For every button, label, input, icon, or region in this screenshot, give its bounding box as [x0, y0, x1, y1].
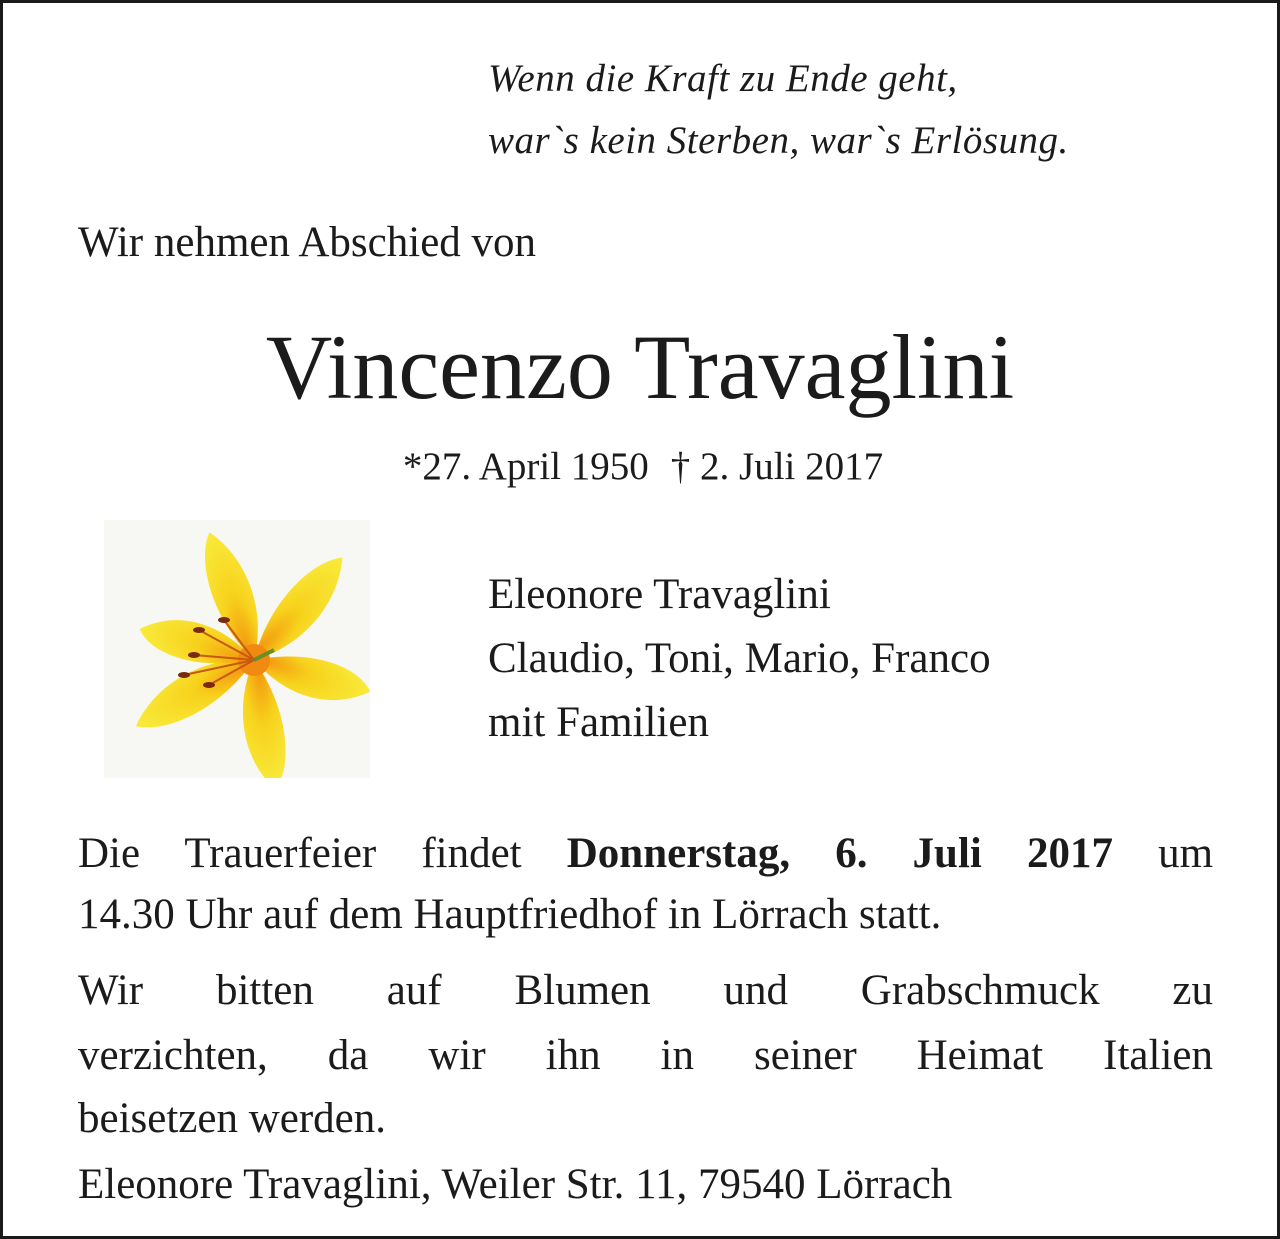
family-line-3: mit Familien	[488, 699, 709, 746]
poem-line-1: Wenn die Kraft zu Ende geht,	[488, 57, 958, 100]
family-line-2: Claudio, Toni, Mario, Franco	[488, 635, 991, 682]
life-dates	[3, 447, 1280, 486]
address-line: Eleonore Travaglini, Weiler Str. 11, 79540 Lörrach	[78, 1161, 953, 1208]
request-line-1: Wir bitten auf Blumen und Grabschmuck zu	[78, 967, 1213, 1014]
ceremony-line-1	[78, 832, 1213, 875]
ceremony-date: Donnerstag, 6. Juli 2017	[566, 830, 1113, 877]
poem-line-2: war`s kein Sterben, war`s Erlösung.	[488, 119, 1069, 162]
request-line-2: verzichten, da wir ihn in seiner Heimat Italien	[78, 1032, 1213, 1079]
yellow-lily-icon	[104, 520, 370, 778]
birth-date: *27. April 1950	[402, 445, 649, 488]
deceased-name: Vincenzo Travaglini	[265, 316, 1015, 418]
ceremony-suffix: um	[1158, 830, 1214, 877]
ceremony-prefix: Die Trauerfeier findet	[78, 830, 522, 877]
request-line-3: beisetzen werden.	[78, 1095, 387, 1142]
ceremony-line-2: 14.30 Uhr auf dem Hauptfriedhof in Lörrach statt.	[78, 891, 942, 938]
death-date: † 2. Juli 2017	[670, 445, 884, 488]
family-line-1: Eleonore Travaglini	[488, 571, 831, 618]
intro-text: Wir nehmen Abschied von	[78, 219, 537, 266]
